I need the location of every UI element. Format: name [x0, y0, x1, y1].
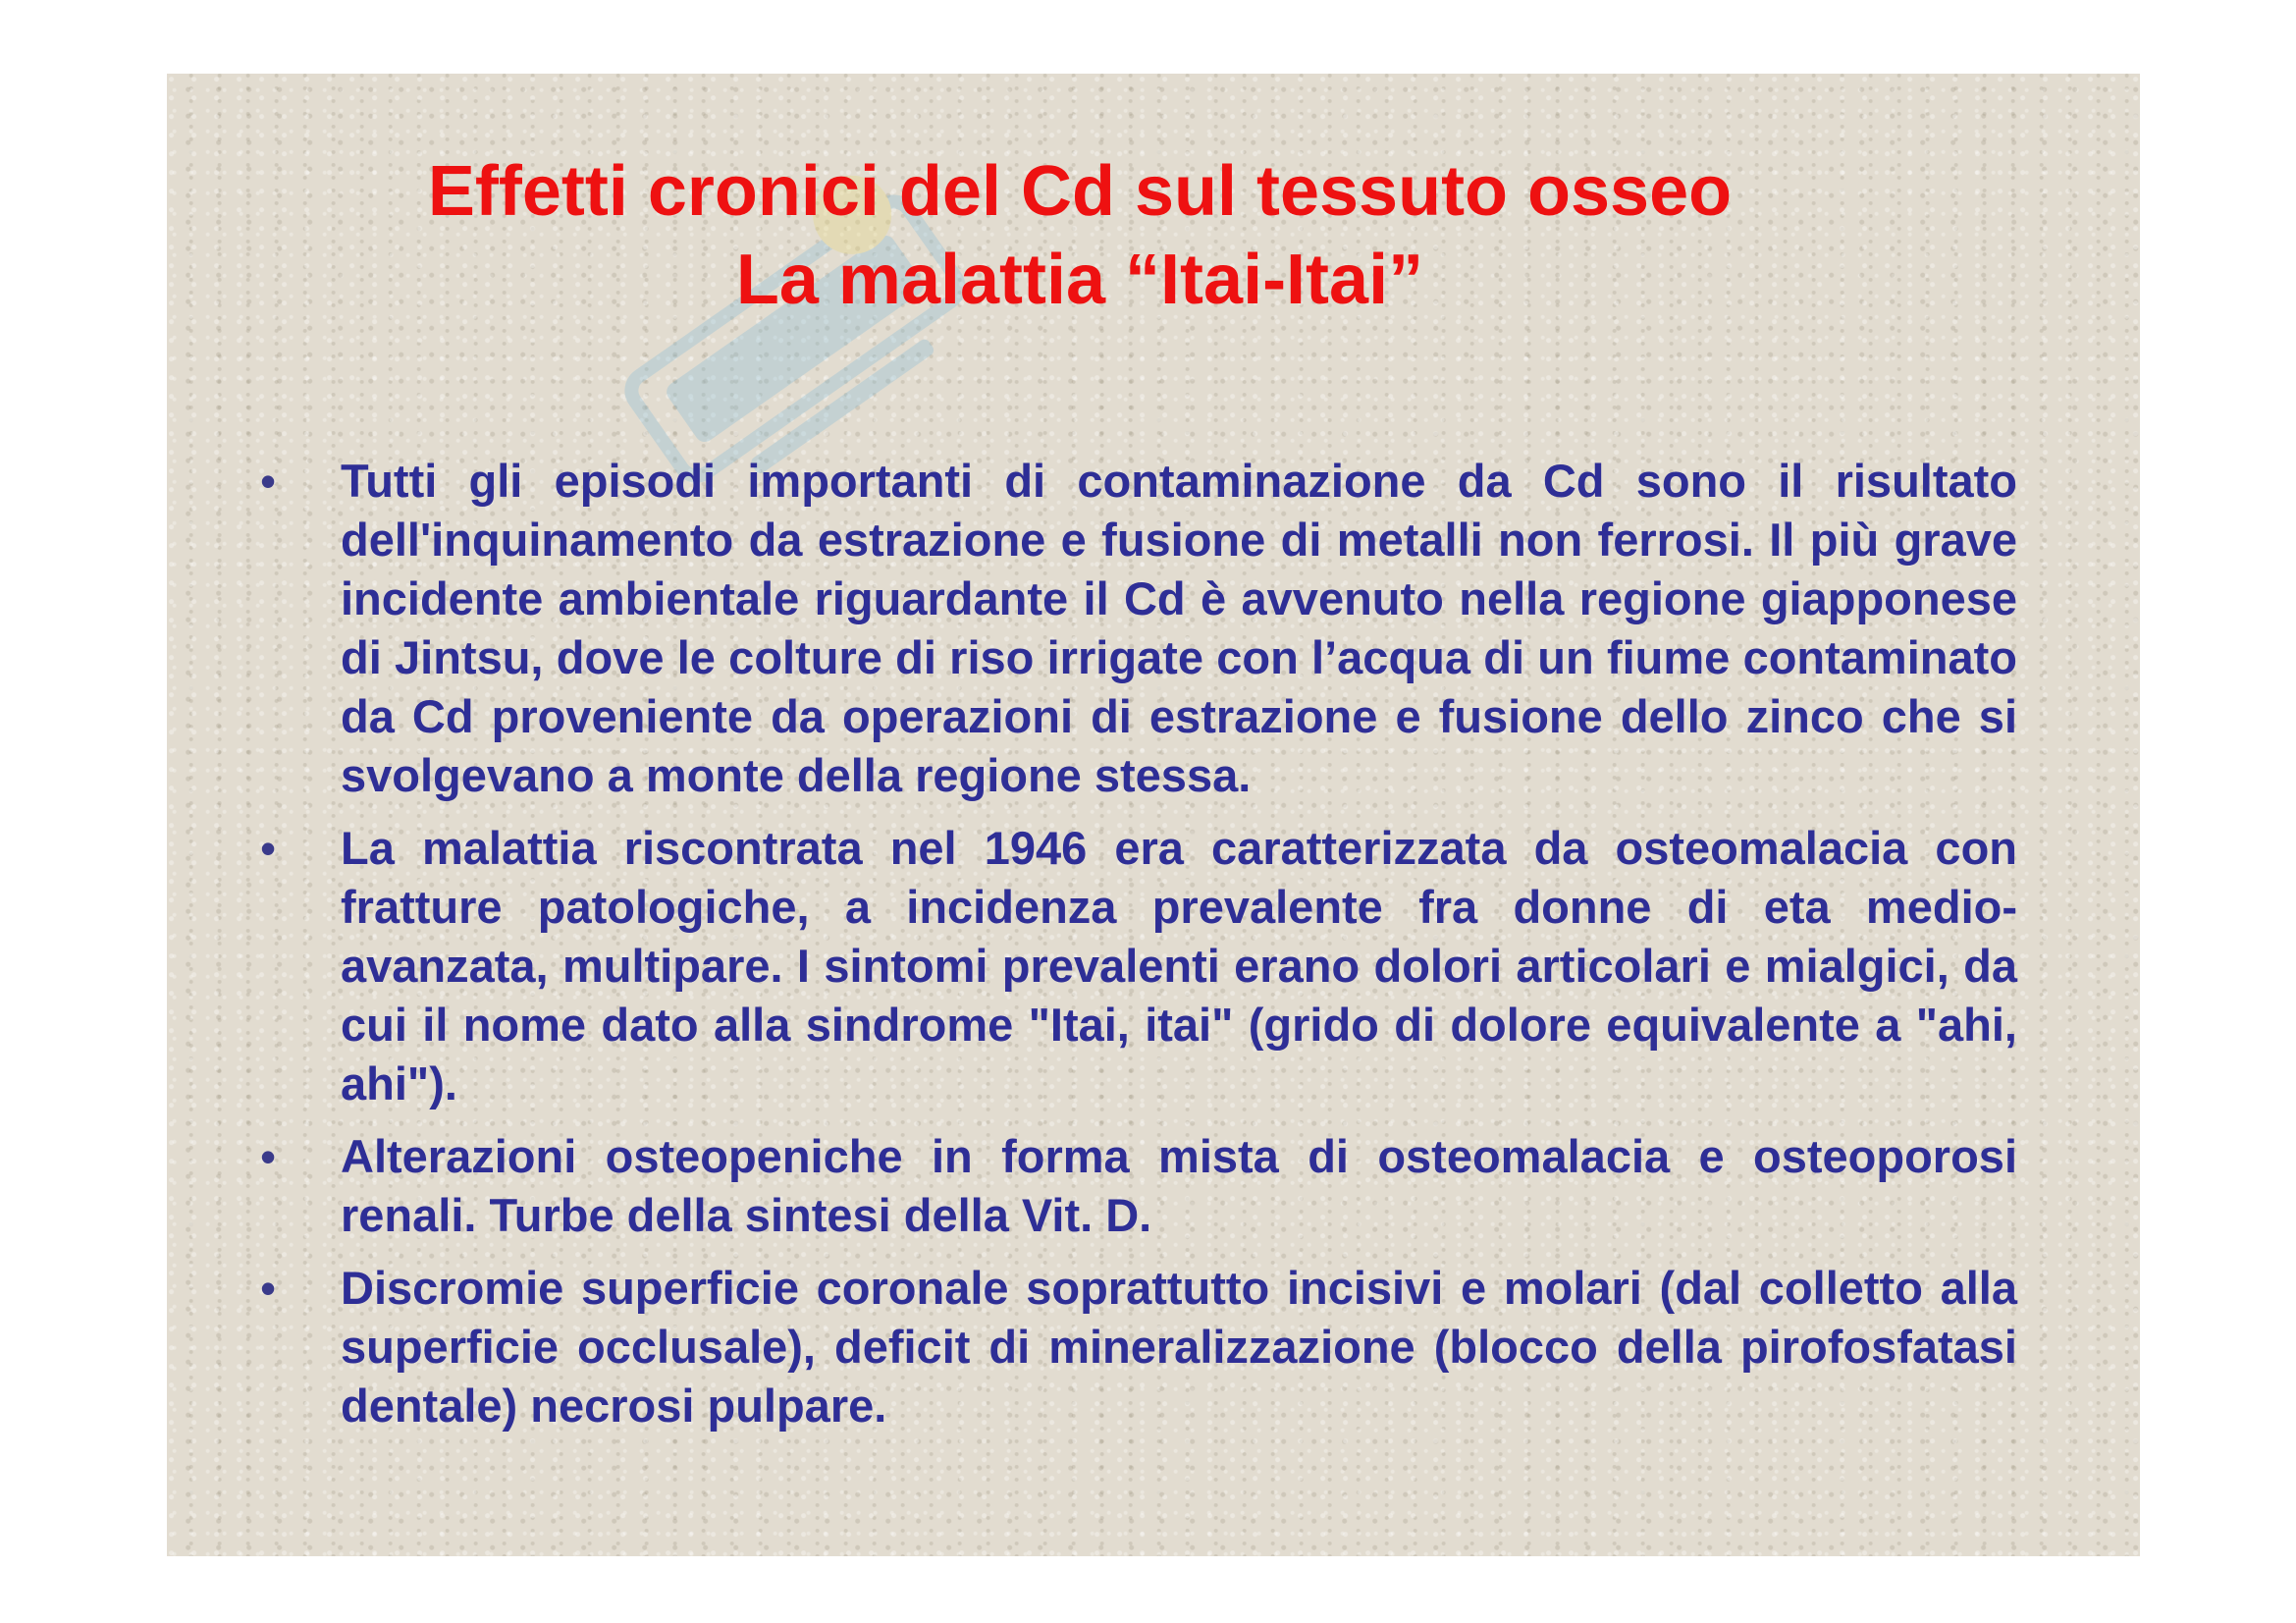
slide: [167, 74, 2140, 1556]
list-item: [260, 452, 2017, 805]
bullet-text: Tutti gli episodi importanti di contaminazione da Cd sono il risultato dell'inquinamento da estrazione e fusione di metalli non ferrosi. Il più grave incidente ambientale riguardante il Cd è avvenuto nella regione giapponese di Jintsu, dove le colture di riso irrigate con l’acqua di un fiume contaminato da Cd proveniente da operazioni di estrazione e fusione dello zinco che si svolgevano a monte della regione stessa.: [341, 455, 2017, 801]
title-line-1: Effetti cronici del Cd sul tessuto osseo: [427, 152, 1733, 231]
list-item: [260, 1127, 2017, 1245]
slide-title: [167, 147, 2140, 324]
bullet-text: La malattia riscontrata nel 1946 era caratterizzata da osteomalacia con fratture patologiche, a incidenza prevalente fra donne di eta medio-avanzata, multipare. I sintomi prevalenti erano dolori articolari e mialgici, da cui il nome dato alla sindrome "Itai, itai" (grido di dolore equivalente a "ahi, ahi").: [341, 822, 2017, 1109]
bullet-icon: •: [260, 456, 277, 507]
list-item: [260, 1259, 2017, 1435]
bullet-text: Discromie superficie coronale soprattutto incisivi e molari (dal colletto alla superficie occlusale), deficit di mineralizzazione (blocco della pirofosfatasi dentale) necrosi pulpare.: [341, 1262, 2017, 1432]
bullet-text: Alterazioni osteopeniche in forma mista di osteomalacia e osteoporosi renali. Turbe della sintesi della Vit. D.: [341, 1130, 2017, 1241]
title-line-2: La malattia “Itai-Itai”: [735, 241, 1424, 319]
bullet-icon: •: [260, 823, 277, 874]
list-item: [260, 819, 2017, 1113]
bullet-icon: •: [260, 1131, 277, 1182]
bullet-list: [260, 452, 2017, 1449]
bullet-icon: •: [260, 1263, 277, 1314]
